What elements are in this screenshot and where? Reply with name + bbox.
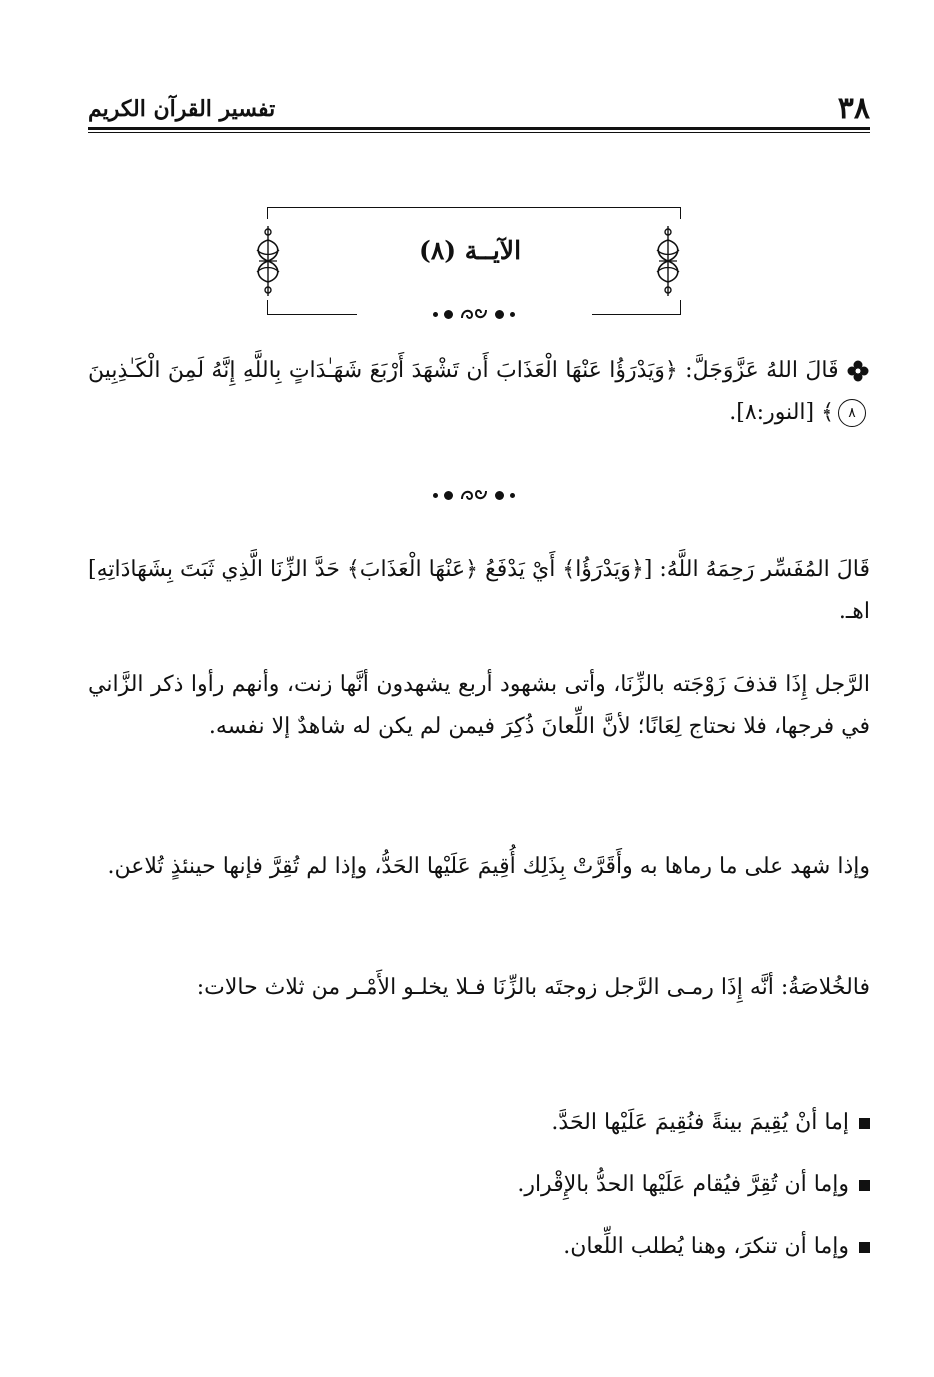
list-item	[88, 1154, 870, 1216]
ayah-verse: ﴿وَيَدْرَؤُا عَنْهَا الْعَذَابَ أَن تَشْهَدَ أَرْبَعَ شَهَـٰدَاتٍ بِاللَّهِ إِنَّهُ لَمِنَ الْكَـٰذِبِينَ	[88, 358, 678, 383]
frame-left-bottom-tick	[267, 300, 268, 315]
frame-top-line	[267, 207, 681, 208]
ornament-dot	[444, 310, 453, 319]
list-item	[88, 1216, 870, 1278]
curl-ornament-icon	[459, 487, 489, 503]
body-paragraph: فالخُلاصَةُ: أنَّه إِذَا رمـى الرَّجل زوجتَه بالزِّنَا فـلا يخلـو الأَمْـر من ثلاث حالات:	[196, 975, 870, 1000]
ornament-dot	[433, 493, 438, 498]
flower-mark-icon	[846, 359, 870, 383]
ayah-heading: الآيــة (٨)	[418, 236, 522, 265]
list-item	[88, 1092, 870, 1154]
tafsir-paragraph: قَالَ المُفَسِّر رَحِمَهُ اللَّهُ: [﴿وَيَدْرَؤُا﴾ أَيْ يَدْفَعُ ﴿عَنْهَا الْعَذَابَ﴾ حَدَّ الزِّنَا الَّذِي ثَبَتَ بِشَهَادَاتِهِ] اهـ.	[88, 557, 870, 624]
body-paragraph: وإذا شهد على ما رماها به وأَقَرَّتْ بِذَلِك أُقِيمَ عَلَيْها الحَدُّ، وإذا لم تُقِرَّ فإنها حينئذٍ تُلاعن.	[107, 854, 870, 879]
frame-bottom-right-line	[592, 314, 681, 315]
knot-ornament-icon	[651, 226, 685, 296]
knot-ornament-icon	[251, 226, 285, 296]
ayah-close-bracket: ﴾	[821, 400, 834, 425]
ayah-intro: قَالَ اللهُ عَزَّوَجَلَّ:	[685, 358, 839, 383]
body-paragraph: الرَّجل إِذَا قذفَ زَوْجَته بالزِّنَا، وأتى بشهود أربع يشهدون أنَّها زنت، وأنهم رأوا ذكر الزَّاني في فرجها، فلا نحتاج لِعَانًا؛ لأنَّ اللِّعانَ ذُكِرَ فيمن لم يكن له شاهدٌ إلا نفسه.	[88, 672, 871, 739]
curl-ornament-icon	[459, 306, 489, 322]
cases-list	[88, 1092, 870, 1278]
header-rule-thick	[88, 127, 870, 130]
ornament-dot	[510, 312, 515, 317]
ayah-number: ٨	[838, 399, 866, 427]
ornament-dot	[444, 491, 453, 500]
frame-right-bottom-tick	[680, 300, 681, 315]
square-bullet-icon	[859, 1180, 870, 1191]
ornament-dot	[495, 310, 504, 319]
ornament-dot	[433, 312, 438, 317]
square-bullet-icon	[859, 1118, 870, 1129]
ornament-dot	[495, 491, 504, 500]
book-title: تفسير القرآن الكريم	[88, 96, 276, 122]
section-divider-ornament	[418, 304, 530, 324]
ornament-dot	[510, 493, 515, 498]
page-number: ٣٨	[837, 91, 870, 126]
frame-bottom-left-line	[267, 314, 357, 315]
ayah-text-block	[88, 350, 870, 434]
running-header	[88, 86, 870, 128]
ayah-reference: [النور:٨].	[729, 400, 815, 425]
list-item-text: إما أنْ يُقِيمَ بينةً فنُقِيمَ عَلَيْها الحَدَّ.	[551, 1110, 849, 1135]
list-item-text: وإما أن تُقِرَّ فيُقام عَلَيْها الحدُّ بالإِقْرار.	[517, 1172, 849, 1197]
frame-right-top-tick	[680, 207, 681, 219]
frame-left-top-tick	[267, 207, 268, 219]
section-divider-ornament	[418, 485, 530, 505]
square-bullet-icon	[859, 1242, 870, 1253]
list-item-text: وإما أن تنكرَ، وهنا يُطلب اللِّعان.	[563, 1234, 849, 1259]
header-rule-thin	[88, 132, 870, 133]
